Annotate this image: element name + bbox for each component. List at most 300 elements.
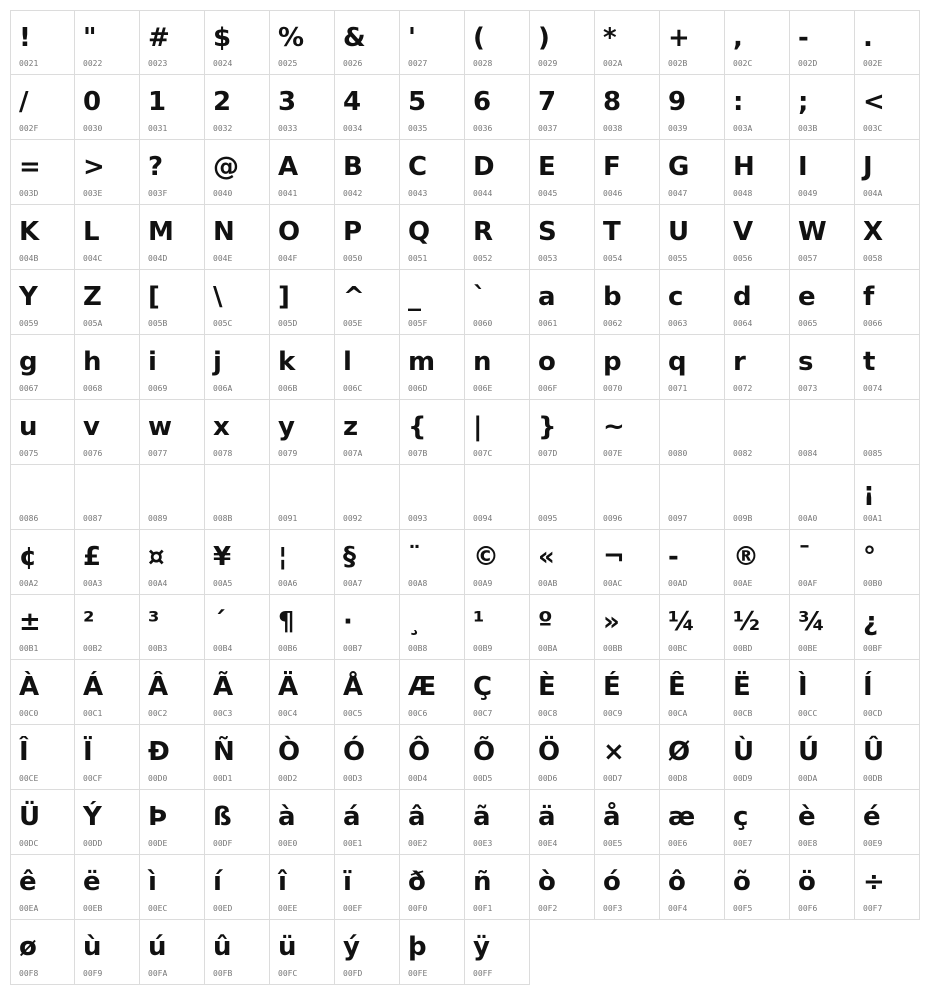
glyph-cell bbox=[660, 530, 725, 595]
glyph-cell bbox=[660, 465, 725, 530]
glyph-codepoint-label: 00E4 bbox=[538, 839, 558, 848]
glyph-character: v bbox=[83, 412, 100, 442]
glyph-cell bbox=[465, 920, 530, 985]
glyph-character: Ê bbox=[668, 672, 686, 702]
glyph-character: Ð bbox=[148, 737, 170, 767]
glyph-codepoint-label: 0092 bbox=[343, 514, 363, 523]
glyph-codepoint-label: 002E bbox=[863, 59, 883, 68]
glyph-cell bbox=[725, 465, 790, 530]
glyph-character: Ô bbox=[408, 737, 431, 767]
glyph-character: ä bbox=[538, 802, 556, 832]
glyph-character: Q bbox=[408, 217, 431, 247]
glyph-codepoint-label: 00C1 bbox=[83, 709, 103, 718]
glyph-codepoint-label: 00E7 bbox=[733, 839, 753, 848]
glyph-character: Ç bbox=[473, 672, 493, 702]
glyph-codepoint-label: 0089 bbox=[148, 514, 168, 523]
glyph-codepoint-label: 00DC bbox=[19, 839, 39, 848]
glyph-character: Ã bbox=[213, 672, 234, 702]
glyph-cell bbox=[790, 270, 855, 335]
glyph-codepoint-label: 00D0 bbox=[148, 774, 168, 783]
glyph-character: Û bbox=[863, 737, 885, 767]
glyph-cell bbox=[75, 400, 140, 465]
glyph-cell bbox=[595, 400, 660, 465]
glyph-character: × bbox=[603, 737, 625, 767]
glyph-codepoint-label: 00FA bbox=[148, 969, 168, 978]
glyph-codepoint-label: 0073 bbox=[798, 384, 818, 393]
glyph-character: ³ bbox=[148, 607, 160, 637]
glyph-codepoint-label: 0094 bbox=[473, 514, 493, 523]
glyph-character: > bbox=[83, 152, 105, 182]
glyph-character: Ì bbox=[798, 672, 808, 702]
glyph-codepoint-label: 00CA bbox=[668, 709, 688, 718]
glyph-character: ¶ bbox=[278, 607, 295, 637]
glyph-codepoint-label: 004A bbox=[863, 189, 883, 198]
glyph-character: ¼ bbox=[668, 607, 695, 637]
glyph-codepoint-label: 0091 bbox=[278, 514, 298, 523]
glyph-cell bbox=[335, 660, 400, 725]
glyph-character: X bbox=[863, 217, 884, 247]
glyph-cell bbox=[140, 140, 205, 205]
glyph-character: · bbox=[343, 607, 353, 637]
glyph-cell bbox=[725, 660, 790, 725]
glyph-codepoint-label: 0028 bbox=[473, 59, 493, 68]
glyph-character: F bbox=[603, 152, 621, 182]
glyph-codepoint-label: 0051 bbox=[408, 254, 428, 263]
glyph-codepoint-label: 0030 bbox=[83, 124, 103, 133]
glyph-codepoint-label: 00CF bbox=[83, 774, 103, 783]
glyph-character: ß bbox=[213, 802, 232, 832]
glyph-cell bbox=[725, 335, 790, 400]
glyph-codepoint-label: 00DF bbox=[213, 839, 233, 848]
glyph-codepoint-label: 00AD bbox=[668, 579, 688, 588]
glyph-cell bbox=[10, 790, 75, 855]
glyph-character: g bbox=[19, 347, 38, 377]
glyph-character: § bbox=[343, 542, 356, 572]
glyph-character: ¬ bbox=[603, 542, 625, 572]
glyph-cell bbox=[205, 855, 270, 920]
glyph-character: H bbox=[733, 152, 755, 182]
glyph-codepoint-label: 00CB bbox=[733, 709, 753, 718]
glyph-codepoint-label: 00D7 bbox=[603, 774, 623, 783]
glyph-character: 9 bbox=[668, 87, 687, 117]
glyph-codepoint-label: 00D5 bbox=[473, 774, 493, 783]
glyph-cell bbox=[400, 75, 465, 140]
glyph-cell bbox=[530, 10, 595, 75]
glyph-character: û bbox=[213, 932, 232, 962]
glyph-cell bbox=[725, 270, 790, 335]
glyph-codepoint-label: 00A2 bbox=[19, 579, 39, 588]
glyph-cell bbox=[660, 75, 725, 140]
glyph-cell bbox=[270, 140, 335, 205]
glyph-cell bbox=[725, 75, 790, 140]
glyph-cell bbox=[10, 725, 75, 790]
glyph-character: % bbox=[278, 23, 305, 53]
glyph-cell bbox=[595, 725, 660, 790]
glyph-codepoint-label: 0026 bbox=[343, 59, 363, 68]
glyph-cell bbox=[790, 335, 855, 400]
glyph-cell bbox=[10, 660, 75, 725]
glyph-character: ò bbox=[538, 867, 556, 897]
glyph-character: N bbox=[213, 217, 235, 247]
glyph-character: ` bbox=[473, 282, 486, 312]
glyph-character: m bbox=[408, 347, 436, 377]
glyph-character: 3 bbox=[278, 87, 297, 117]
glyph-codepoint-label: 00F6 bbox=[798, 904, 818, 913]
glyph-cell bbox=[725, 10, 790, 75]
glyph-cell bbox=[595, 335, 660, 400]
glyph-cell bbox=[205, 335, 270, 400]
glyph-character: x bbox=[213, 412, 230, 442]
glyph-cell bbox=[660, 660, 725, 725]
glyph-cell bbox=[10, 140, 75, 205]
glyph-character: R bbox=[473, 217, 494, 247]
glyph-codepoint-label: 00BC bbox=[668, 644, 688, 653]
glyph-cell bbox=[335, 205, 400, 270]
glyph-character: ¤ bbox=[148, 542, 165, 572]
glyph-codepoint-label: 00E0 bbox=[278, 839, 298, 848]
glyph-cell bbox=[140, 465, 205, 530]
glyph-character: | bbox=[473, 412, 483, 442]
glyph-codepoint-label: 0034 bbox=[343, 124, 363, 133]
glyph-codepoint-label: 00CE bbox=[19, 774, 39, 783]
glyph-codepoint-label: 007B bbox=[408, 449, 428, 458]
glyph-cell bbox=[660, 205, 725, 270]
glyph-codepoint-label: 00E3 bbox=[473, 839, 493, 848]
glyph-cell bbox=[140, 920, 205, 985]
glyph-codepoint-label: 00F4 bbox=[668, 904, 688, 913]
glyph-character: J bbox=[863, 152, 873, 182]
glyph-character: ¥ bbox=[213, 542, 232, 572]
glyph-codepoint-label: 00F8 bbox=[19, 969, 39, 978]
glyph-cell bbox=[75, 335, 140, 400]
glyph-character: q bbox=[668, 347, 687, 377]
glyph-cell bbox=[725, 725, 790, 790]
glyph-codepoint-label: 0033 bbox=[278, 124, 298, 133]
glyph-character: è bbox=[798, 802, 816, 832]
glyph-character: C bbox=[408, 152, 428, 182]
glyph-cell bbox=[595, 855, 660, 920]
glyph-codepoint-label: 0069 bbox=[148, 384, 168, 393]
glyph-cell bbox=[75, 10, 140, 75]
glyph-codepoint-label: 0064 bbox=[733, 319, 753, 328]
glyph-cell bbox=[75, 660, 140, 725]
glyph-character: O bbox=[278, 217, 301, 247]
glyph-codepoint-label: 005F bbox=[408, 319, 428, 328]
glyph-codepoint-label: 0077 bbox=[148, 449, 168, 458]
glyph-cell bbox=[725, 530, 790, 595]
glyph-cell bbox=[465, 400, 530, 465]
glyph-cell bbox=[530, 855, 595, 920]
glyph-codepoint-label: 00E1 bbox=[343, 839, 363, 848]
glyph-cell bbox=[400, 920, 465, 985]
glyph-codepoint-label: 0067 bbox=[19, 384, 39, 393]
glyph-character: w bbox=[148, 412, 173, 442]
glyph-codepoint-label: 0057 bbox=[798, 254, 818, 263]
glyph-codepoint-label: 00D4 bbox=[408, 774, 428, 783]
glyph-codepoint-label: 00D6 bbox=[538, 774, 558, 783]
glyph-codepoint-label: 00CD bbox=[863, 709, 883, 718]
glyph-character: { bbox=[408, 412, 427, 442]
glyph-cell bbox=[595, 595, 660, 660]
glyph-codepoint-label: 00E9 bbox=[863, 839, 883, 848]
glyph-cell bbox=[725, 400, 790, 465]
glyph-character: b bbox=[603, 282, 622, 312]
glyph-codepoint-label: 003B bbox=[798, 124, 818, 133]
glyph-character: ¨ bbox=[408, 542, 421, 572]
glyph-cell bbox=[270, 790, 335, 855]
glyph-codepoint-label: 003E bbox=[83, 189, 103, 198]
glyph-codepoint-label: 00D3 bbox=[343, 774, 363, 783]
glyph-character: ° bbox=[863, 542, 876, 572]
glyph-cell bbox=[335, 790, 400, 855]
glyph-character: e bbox=[798, 282, 816, 312]
glyph-cell bbox=[790, 790, 855, 855]
glyph-character: Ö bbox=[538, 737, 561, 767]
glyph-codepoint-label: 002F bbox=[19, 124, 39, 133]
glyph-cell bbox=[140, 335, 205, 400]
glyph-codepoint-label: 00DB bbox=[863, 774, 883, 783]
glyph-cell bbox=[75, 465, 140, 530]
glyph-codepoint-label: 00CC bbox=[798, 709, 818, 718]
glyph-character: h bbox=[83, 347, 102, 377]
glyph-cell bbox=[660, 855, 725, 920]
glyph-character: ? bbox=[148, 152, 164, 182]
glyph-codepoint-label: 00AF bbox=[798, 579, 818, 588]
glyph-codepoint-label: 002D bbox=[798, 59, 818, 68]
glyph-cell bbox=[270, 335, 335, 400]
glyph-character: © bbox=[473, 542, 499, 572]
glyph-cell bbox=[335, 400, 400, 465]
glyph-character: ý bbox=[343, 932, 360, 962]
glyph-character: K bbox=[19, 217, 40, 247]
glyph-character: , bbox=[733, 23, 743, 53]
glyph-codepoint-label: 0044 bbox=[473, 189, 493, 198]
glyph-cell bbox=[530, 595, 595, 660]
glyph-cell bbox=[205, 140, 270, 205]
glyph-cell bbox=[530, 140, 595, 205]
glyph-cell bbox=[725, 595, 790, 660]
glyph-cell bbox=[855, 75, 920, 140]
glyph-character: r bbox=[733, 347, 746, 377]
glyph-cell bbox=[400, 725, 465, 790]
glyph-cell bbox=[335, 10, 400, 75]
glyph-cell bbox=[855, 660, 920, 725]
glyph-cell bbox=[465, 335, 530, 400]
glyph-character: ¡ bbox=[863, 477, 875, 507]
glyph-cell bbox=[75, 855, 140, 920]
glyph-character: Â bbox=[148, 672, 169, 702]
glyph-cell bbox=[335, 920, 400, 985]
glyph-codepoint-label: 00A6 bbox=[278, 579, 298, 588]
glyph-codepoint-label: 00F2 bbox=[538, 904, 558, 913]
glyph-character: Õ bbox=[473, 737, 496, 767]
glyph-codepoint-label: 0061 bbox=[538, 319, 558, 328]
glyph-cell bbox=[335, 140, 400, 205]
glyph-character: s bbox=[798, 347, 814, 377]
glyph-character: Ò bbox=[278, 737, 301, 767]
glyph-codepoint-label: 005E bbox=[343, 319, 363, 328]
glyph-cell bbox=[465, 595, 530, 660]
glyph-character: z bbox=[343, 412, 359, 442]
glyph-character: Ï bbox=[83, 737, 93, 767]
glyph-character: ¦ bbox=[278, 542, 288, 572]
glyph-codepoint-label: 0058 bbox=[863, 254, 883, 263]
glyph-codepoint-label: 003F bbox=[148, 189, 168, 198]
glyph-codepoint-label: 00B8 bbox=[408, 644, 428, 653]
glyph-character: ~ bbox=[603, 412, 625, 442]
glyph-cell bbox=[10, 465, 75, 530]
glyph-cell bbox=[465, 10, 530, 75]
glyph-character: ( bbox=[473, 23, 485, 53]
glyph-cell bbox=[790, 530, 855, 595]
glyph-codepoint-label: 003A bbox=[733, 124, 753, 133]
glyph-codepoint-label: 00FC bbox=[278, 969, 298, 978]
glyph-cell bbox=[790, 75, 855, 140]
glyph-character: ð bbox=[408, 867, 426, 897]
glyph-codepoint-label: 009B bbox=[733, 514, 753, 523]
glyph-cell bbox=[10, 595, 75, 660]
glyph-character: ± bbox=[19, 607, 41, 637]
glyph-character: y bbox=[278, 412, 295, 442]
glyph-codepoint-label: 0056 bbox=[733, 254, 753, 263]
glyph-codepoint-label: 003C bbox=[863, 124, 883, 133]
glyph-cell bbox=[465, 660, 530, 725]
glyph-character: 5 bbox=[408, 87, 427, 117]
glyph-cell bbox=[465, 790, 530, 855]
glyph-cell bbox=[465, 725, 530, 790]
glyph-cell bbox=[465, 140, 530, 205]
glyph-cell bbox=[205, 790, 270, 855]
glyph-character: ÿ bbox=[473, 932, 490, 962]
glyph-cell bbox=[465, 465, 530, 530]
glyph-cell bbox=[790, 595, 855, 660]
glyph-codepoint-label: 00BF bbox=[863, 644, 883, 653]
glyph-codepoint-label: 00B3 bbox=[148, 644, 168, 653]
glyph-codepoint-label: 0066 bbox=[863, 319, 883, 328]
glyph-cell bbox=[205, 10, 270, 75]
glyph-codepoint-label: 004C bbox=[83, 254, 103, 263]
glyph-codepoint-label: 006D bbox=[408, 384, 428, 393]
glyph-codepoint-label: 0086 bbox=[19, 514, 39, 523]
glyph-character: ¾ bbox=[798, 607, 825, 637]
glyph-cell bbox=[270, 270, 335, 335]
glyph-cell bbox=[465, 530, 530, 595]
glyph-cell bbox=[270, 660, 335, 725]
glyph-cell bbox=[595, 140, 660, 205]
glyph-codepoint-label: 0047 bbox=[668, 189, 688, 198]
glyph-cell bbox=[595, 270, 660, 335]
glyph-codepoint-label: 002A bbox=[603, 59, 623, 68]
glyph-cell bbox=[660, 725, 725, 790]
glyph-cell bbox=[790, 725, 855, 790]
glyph-cell bbox=[335, 725, 400, 790]
glyph-codepoint-label: 0059 bbox=[19, 319, 39, 328]
glyph-character: # bbox=[148, 23, 170, 53]
glyph-character: T bbox=[603, 217, 621, 247]
glyph-codepoint-label: 0054 bbox=[603, 254, 623, 263]
glyph-codepoint-label: 00FD bbox=[343, 969, 363, 978]
glyph-cell bbox=[790, 10, 855, 75]
glyph-character: ´ bbox=[213, 607, 226, 637]
glyph-codepoint-label: 00F5 bbox=[733, 904, 753, 913]
glyph-character: V bbox=[733, 217, 754, 247]
glyph-codepoint-label: 0075 bbox=[19, 449, 39, 458]
glyph-character: Y bbox=[19, 282, 38, 312]
glyph-codepoint-label: 0080 bbox=[668, 449, 688, 458]
glyph-codepoint-label: 004E bbox=[213, 254, 233, 263]
glyph-character: k bbox=[278, 347, 296, 377]
glyph-character: Ë bbox=[733, 672, 751, 702]
glyph-codepoint-label: 0093 bbox=[408, 514, 428, 523]
glyph-cell bbox=[140, 660, 205, 725]
glyph-cell bbox=[660, 595, 725, 660]
glyph-codepoint-label: 00E2 bbox=[408, 839, 428, 848]
glyph-codepoint-label: 00C9 bbox=[603, 709, 623, 718]
glyph-cell bbox=[335, 465, 400, 530]
glyph-character: Ñ bbox=[213, 737, 235, 767]
glyph-codepoint-label: 00D9 bbox=[733, 774, 753, 783]
glyph-cell bbox=[205, 400, 270, 465]
glyph-cell bbox=[140, 270, 205, 335]
glyph-character: ! bbox=[19, 23, 31, 53]
glyph-character: é bbox=[863, 802, 881, 832]
glyph-cell bbox=[140, 725, 205, 790]
glyph-codepoint-label: 0087 bbox=[83, 514, 103, 523]
glyph-codepoint-label: 004D bbox=[148, 254, 168, 263]
glyph-codepoint-label: 0046 bbox=[603, 189, 623, 198]
glyph-codepoint-label: 00A3 bbox=[83, 579, 103, 588]
glyph-cell bbox=[10, 10, 75, 75]
glyph-character: ú bbox=[148, 932, 167, 962]
glyph-character: Ü bbox=[19, 802, 41, 832]
glyph-codepoint-label: 00ED bbox=[213, 904, 233, 913]
glyph-cell bbox=[10, 205, 75, 270]
glyph-codepoint-label: 0042 bbox=[343, 189, 363, 198]
glyph-character: } bbox=[538, 412, 557, 442]
glyph-codepoint-label: 0085 bbox=[863, 449, 883, 458]
glyph-codepoint-label: 0053 bbox=[538, 254, 558, 263]
glyph-cell bbox=[725, 855, 790, 920]
glyph-cell bbox=[10, 75, 75, 140]
glyph-character: f bbox=[863, 282, 875, 312]
glyph-cell bbox=[75, 205, 140, 270]
glyph-codepoint-label: 0021 bbox=[19, 59, 39, 68]
glyph-character: I bbox=[798, 152, 808, 182]
glyph-codepoint-label: 0074 bbox=[863, 384, 883, 393]
glyph-cell bbox=[595, 75, 660, 140]
glyph-character: â bbox=[408, 802, 426, 832]
glyph-character: ï bbox=[343, 867, 352, 897]
glyph-cell bbox=[140, 10, 205, 75]
glyph-codepoint-label: 00AE bbox=[733, 579, 753, 588]
glyph-cell bbox=[790, 400, 855, 465]
glyph-character: å bbox=[603, 802, 621, 832]
glyph-character: S bbox=[538, 217, 557, 247]
glyph-cell bbox=[400, 660, 465, 725]
glyph-character: æ bbox=[668, 802, 696, 832]
glyph-cell bbox=[595, 205, 660, 270]
glyph-cell bbox=[855, 205, 920, 270]
glyph-character: ² bbox=[83, 607, 95, 637]
glyph-codepoint-label: 00A9 bbox=[473, 579, 493, 588]
glyph-codepoint-label: 00E8 bbox=[798, 839, 818, 848]
glyph-character: » bbox=[603, 607, 620, 637]
glyph-character: j bbox=[213, 347, 222, 377]
glyph-codepoint-label: 00EF bbox=[343, 904, 363, 913]
glyph-cell bbox=[660, 335, 725, 400]
glyph-cell bbox=[75, 725, 140, 790]
glyph-cell bbox=[530, 270, 595, 335]
